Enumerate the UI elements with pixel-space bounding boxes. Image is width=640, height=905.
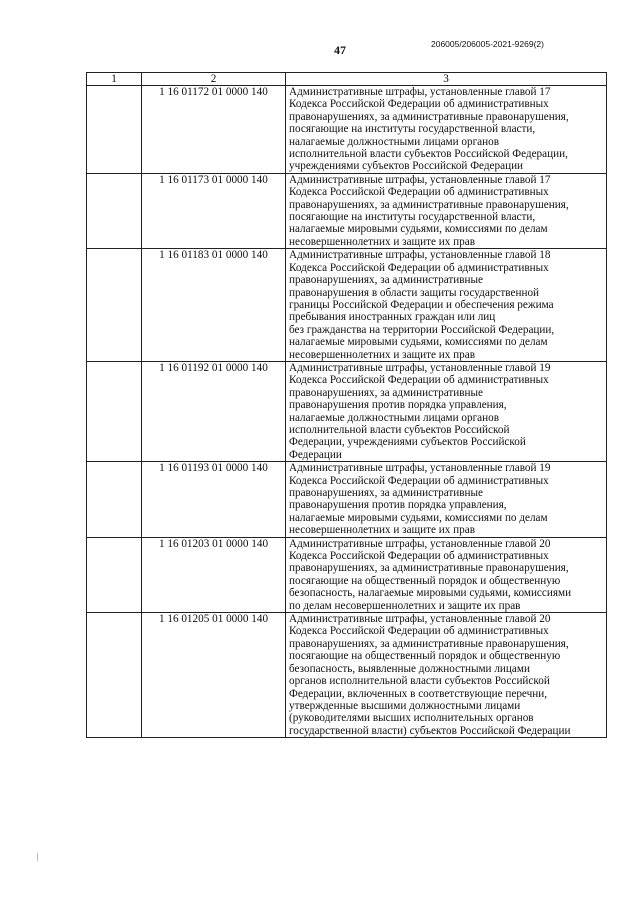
description-line: налагаемые мировыми судьями, комиссиями по делам <box>289 223 548 236</box>
description-line: Кодекса Российской Федерации об административных <box>289 98 549 111</box>
description-line: органов исполнительной власти субъектов Российской <box>289 675 550 688</box>
budget-code-cell: 1 16 01193 01 0000 140 <box>142 462 286 537</box>
table-row <box>87 613 607 738</box>
table-body <box>87 73 607 738</box>
description-line: исполнительной власти субъектов Российской <box>289 423 510 436</box>
table-row <box>87 173 607 248</box>
description-line: правонарушениях, за административные <box>289 274 483 287</box>
description-cell <box>286 249 607 362</box>
description-line: посягающие на институты государственной власти, <box>289 211 536 224</box>
page-number: 47 <box>334 43 346 57</box>
fines-table <box>86 72 607 738</box>
table-row <box>87 462 607 537</box>
budget-code-cell: 1 16 01183 01 0000 140 <box>142 249 286 362</box>
description-line: Кодекса Российской Федерации об административных <box>289 186 549 199</box>
description-line: несовершеннолетних и защите их прав <box>289 348 475 361</box>
description-line: Федерации, включенных в соответствующие перечни, <box>289 687 548 700</box>
description-line: Кодекса Российской Федерации об административных <box>289 374 549 387</box>
description-cell <box>286 537 607 612</box>
description-line: несовершеннолетних и защите их прав <box>289 524 475 537</box>
budget-code-cell: 1 16 01173 01 0000 140 <box>142 173 286 248</box>
row-number-cell <box>87 173 142 248</box>
row-number-cell <box>87 86 142 174</box>
description-line: утвержденные высшими должностными лицами <box>289 699 521 712</box>
budget-code-cell: 1 16 01192 01 0000 140 <box>142 361 286 461</box>
description-line: налагаемые мировыми судьями, комиссиями по делам <box>289 511 548 524</box>
table-row <box>87 86 607 174</box>
row-number-cell <box>87 462 142 537</box>
description-line: Кодекса Российской Федерации об административных <box>289 550 549 563</box>
budget-code-cell: 1 16 01205 01 0000 140 <box>142 613 286 738</box>
description-line: правонарушения против порядка управления, <box>289 499 507 512</box>
row-number-cell <box>87 249 142 362</box>
row-number-cell <box>87 537 142 612</box>
table-row <box>87 537 607 612</box>
description-line: посягающие на общественный порядок и общественную <box>289 574 561 587</box>
description-line: налагаемые должностными лицами органов <box>289 135 500 148</box>
description-line: правонарушениях, за административные правонарушения, <box>289 562 569 575</box>
description-line: Кодекса Российской Федерации об административных <box>289 625 549 638</box>
description-line: налагаемые должностными лицами органов <box>289 411 500 424</box>
description-line: посягающие на общественный порядок и общественную <box>289 650 561 663</box>
description-line: Административные штрафы, установленные главой 17 <box>289 173 551 186</box>
budget-code-cell: 1 16 01203 01 0000 140 <box>142 537 286 612</box>
description-line: Кодекса Российской Федерации об административных <box>289 474 549 487</box>
table-row <box>87 249 607 362</box>
description-line: Административные штрафы, установленные главой 19 <box>289 361 551 374</box>
description-line: несовершеннолетних и защите их прав <box>289 235 475 248</box>
description-line: пребывания иностранных граждан или лиц <box>289 311 496 324</box>
description-line: правонарушения в области защиты государственной <box>289 286 540 299</box>
description-line: правонарушениях, за административные правонарушения, <box>289 637 569 650</box>
description-line: (руководителями высших исполнительных органов <box>289 712 534 725</box>
description-line: по делам несовершеннолетних и защите их прав <box>289 599 521 612</box>
description-line: Административные штрафы, установленные главой 20 <box>289 537 551 550</box>
description-line: границы Российской Федерации и обеспечения режима <box>289 298 554 311</box>
description-line: Кодекса Российской Федерации об административных <box>289 261 549 274</box>
table-row <box>87 361 607 461</box>
description-cell <box>286 361 607 461</box>
description-line: государственной власти) субъектов Российской Федерации <box>289 724 571 737</box>
description-line: без гражданства на территории Российской Федерации, <box>289 323 555 336</box>
description-line: посягающие на институты государственной власти, <box>289 123 536 136</box>
description-line: безопасность, налагаемые мировыми судьями, комиссиями <box>289 587 572 600</box>
description-line: Федерации, учреждениями субъектов Российской <box>289 436 526 449</box>
description-line: Административные штрафы, установленные главой 18 <box>289 249 551 262</box>
column-header-1: 1 <box>87 73 142 86</box>
description-line: правонарушениях, за административные <box>289 487 483 499</box>
description-cell <box>286 86 607 174</box>
row-number-cell <box>87 613 142 738</box>
column-header-3: 3 <box>286 73 607 86</box>
description-line: правонарушениях, за административные правонарушения, <box>289 110 569 123</box>
description-cell <box>286 173 607 248</box>
description-cell <box>286 613 607 738</box>
description-line: Административные штрафы, установленные главой 17 <box>289 86 551 98</box>
description-line: исполнительной власти субъектов Российской Федерации, <box>289 148 568 161</box>
scan-mark <box>37 853 38 861</box>
table-header-row <box>87 73 607 86</box>
description-line: Федерации <box>289 448 342 461</box>
description-line: безопасность, выявленные должностными лицами <box>289 662 530 675</box>
row-number-cell <box>87 361 142 461</box>
description-line: правонарушениях, за административные правонарушения, <box>289 198 569 211</box>
budget-code-cell: 1 16 01172 01 0000 140 <box>142 86 286 174</box>
description-line: Административные штрафы, установленные главой 19 <box>289 462 551 475</box>
description-cell <box>286 462 607 537</box>
description-line: налагаемые мировыми судьями, комиссиями по делам <box>289 336 548 349</box>
column-header-2: 2 <box>142 73 286 86</box>
description-line: учреждениями субъектов Российской Федерации <box>289 160 524 173</box>
description-line: правонарушения против порядка управления, <box>289 399 507 412</box>
description-line: Административные штрафы, установленные главой 20 <box>289 613 551 626</box>
description-line: правонарушениях, за административные <box>289 386 483 399</box>
document-code: 206005/206005-2021-9269(2) <box>431 39 544 49</box>
